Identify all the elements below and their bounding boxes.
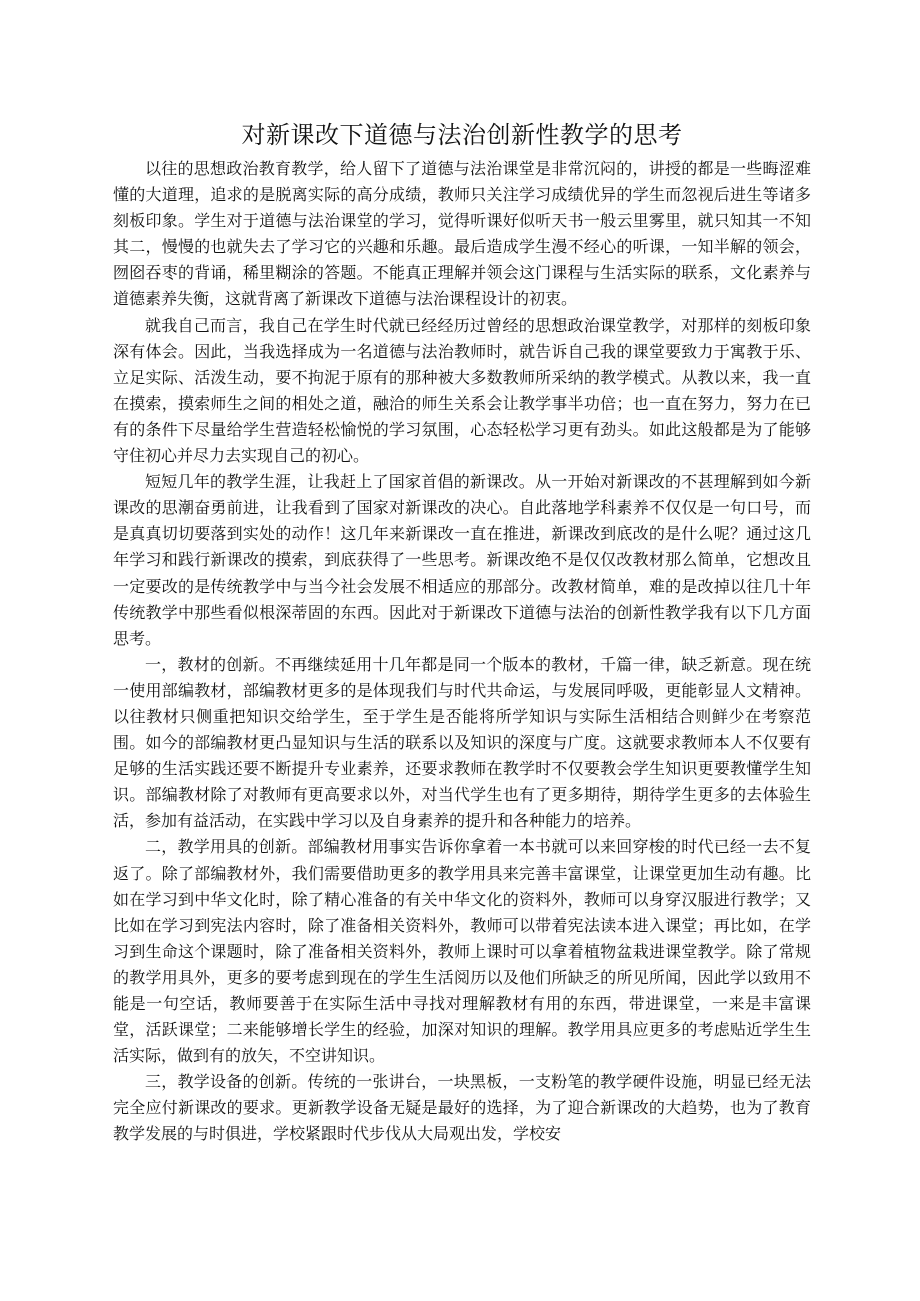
paragraph-5: 二，教学用具的创新。部编教材用事实告诉你拿着一本书就可以来回穿梭的时代已经一去不复返了。除了部编教材外，我们需要借助更多的教学用具来完善丰富课堂，让课堂更加生动有趣。比如在学习到中华文化时，除了精心准备的有关中华文化的资料外，教师可以身穿汉服进行教学；又比如在学习到宪法内容时，除了准备相关资料外，教师可以带着宪法读本进入课堂；再比如，在学习到生命这个课题时，除了准备相关资料外，教师上课时可以拿着植物盆栽进课堂教学。除了常规的教学用具外，更多的要考虑到现在的学生生活阅历以及他们所缺乏的所见所闻，因此学以致用不能是一句空话，教师要善于在实际生活中寻找对理解教材有用的东西，带进课堂，一来是丰富课堂，活跃课堂；二来能够增长学生的经验，加深对知识的理解。教学用具应更多的考虑贴近学生生活实际，做到有的放矢，不空讲知识。 xyxy=(113,837,811,1066)
document-page xyxy=(113,118,811,1148)
paragraph-4: 一，教材的创新。不再继续延用十几年都是同一个版本的教材，千篇一律，缺乏新意。现在统一使用部编教材，部编教材更多的是体现我们与时代共命运，与发展同呼吸，更能彰显人文精神。以往教材只侧重把知识交给学生，至于学生是否能将所学知识与实际生活相结合则鲜少在考察范围。如今的部编教材更凸显知识与生活的联系以及知识的深度与广度。这就要求教师本人不仅要有足够的生活实践还要不断提升专业素养，还要求教师在教学时不仅要教会学生知识更要教懂学生知识。部编教材除了对教师有更高要求以外，对当代学生也有了更多期待，期待学生更多的去体验生活，参加有益活动，在实践中学习以及自身素养的提升和各种能力的培养。 xyxy=(113,654,811,831)
paragraph-6: 三，教学设备的创新。传统的一张讲台，一块黑板，一支粉笔的教学硬件设施，明显已经无法完全应付新课改的要求。更新教学设备无疑是最好的选择，为了迎合新课改的大趋势，也为了教育教学发展的与时俱进，学校紧跟时代步伐从大局观出发，学校安 xyxy=(113,1072,811,1144)
paragraph-3: 短短几年的教学生涯，让我赶上了国家首倡的新课改。从一开始对新课改的不甚理解到如今新课改的思潮奋勇前进，让我看到了国家对新课改的决心。自此落地学科素养不仅仅是一句口号，而是真真切切要落到实处的动作！这几年来新课改一直在推进，新课改到底改的是什么呢？通过这几年学习和践行新课改的摸索，到底获得了一些思考。新课改绝不是仅仅改教材那么简单，它想改且一定要改的是传统教学中与当今社会发展不相适应的那部分。改教材简单，难的是改掉以往几十年传统教学中那些看似根深蒂固的东西。因此对于新课改下道德与法治的创新性教学我有以下几方面思考。 xyxy=(113,472,811,648)
document-title: 对新课改下道德与法治创新性教学的思考 xyxy=(241,121,683,149)
paragraph-1: 以往的思想政治教育教学，给人留下了道德与法治课堂是非常沉闷的，讲授的都是一些晦涩难懂的大道理，追求的是脱离实际的高分成绩，教师只关注学习成绩优异的学生而忽视后进生等诸多刻板印象。学生对于道德与法治课堂的学习，觉得听课好似听天书一般云里雾里，就只知其一不知其二，慢慢的也就失去了学习它的兴趣和乐趣。最后造成学生漫不经心的听课，一知半解的领会，囫囵吞枣的背诵，稀里糊涂的答题。不能真正理解并领会这门课程与生活实际的联系，文化素养与道德素养失衡，这就背离了新课改下道德与法治课程设计的初衷。 xyxy=(113,159,811,309)
paragraph-2: 就我自己而言，我自己在学生时代就已经经历过曾经的思想政治课堂教学，对那样的刻板印象深有体会。因此，当我选择成为一名道德与法治教师时，就告诉自己我的课堂要致力于寓教于乐、立足实际、活泼生动，要不拘泥于原有的那种被大多数教师所采纳的教学模式。从教以来，我一直在摸索，摸索师生之间的相处之道，融洽的师生关系会让教学事半功倍；也一直在努力，努力在已有的条件下尽量给学生营造轻松愉悦的学习氛围，心态轻松学习更有劲头。如此这般都是为了能够守住初心并尽力去实现自己的初心。 xyxy=(113,315,811,466)
